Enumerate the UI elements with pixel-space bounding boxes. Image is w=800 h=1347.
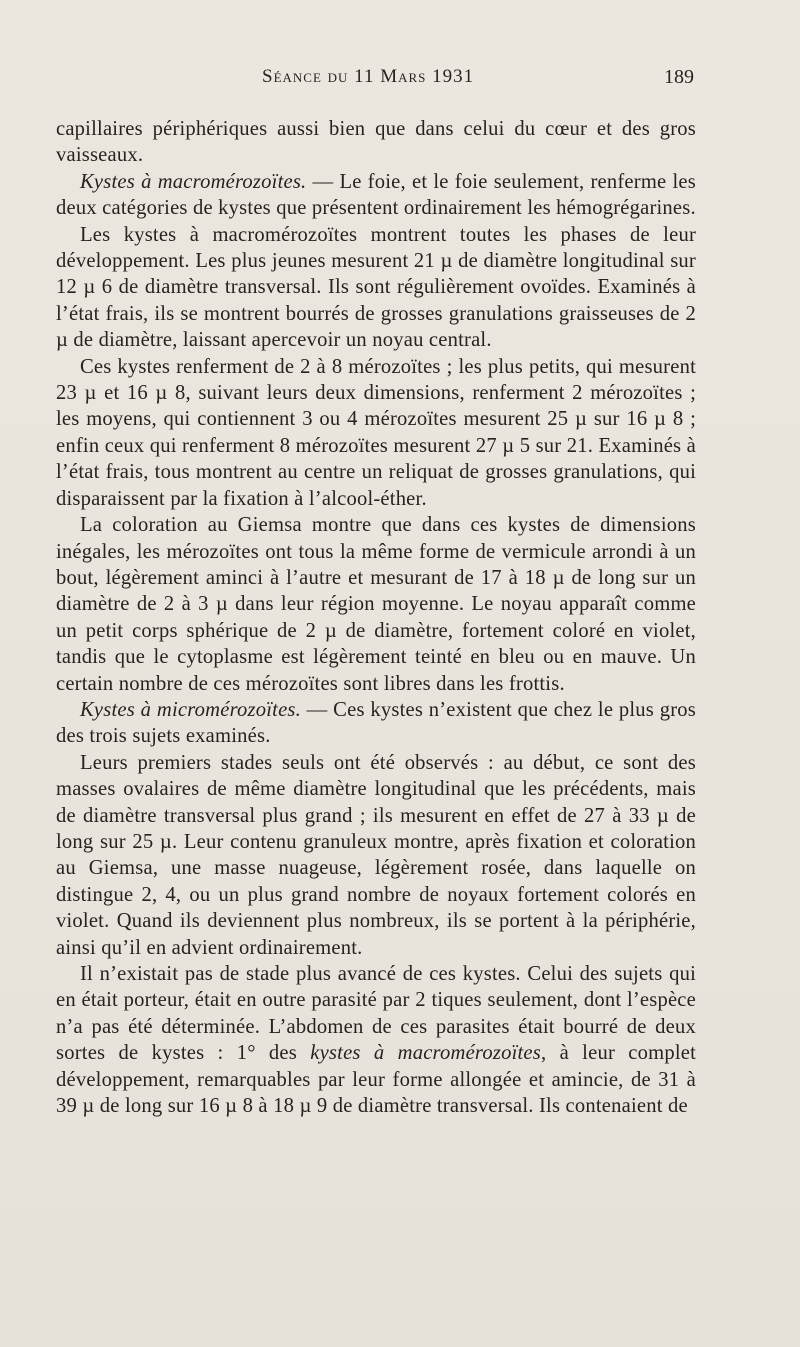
running-title: Séance du 11 Mars 1931	[262, 66, 475, 87]
paragraph-7: Leurs premiers stades seuls ont été observés : au début, ce sont des masses ovalaires de même diamètre longitudinal que les précédents, mais de diamètre transversal plus grand ; ils mesurent en effet de 27 à 33 µ de long sur 25 µ. Leur contenu granuleux montre, après fixation et coloration au Giemsa, une masse nuageuse, légèrement rosée, dans laquelle on distingue 2, 4, ou un plus grand nombre de noyaux fortement colorés en violet. Quand ils deviennent plus nombreux, ils se portent à la périphérie, ainsi qu’il en advient ordinairement.	[56, 751, 696, 959]
running-head	[0, 66, 800, 96]
paragraph-6	[56, 697, 696, 750]
paragraph-3: Les kystes à macromérozoïtes montrent toutes les phases de leur développement. Les plus jeunes mesurent 21 µ de diamètre longitudinal sur 12 µ 6 de diamètre transversal. Ils sont régulièrement ovoïdes. Examinés à l’état frais, ils se montrent bourrés de grosses granulations graisseuses de 2 µ de diamètre, laissant apercevoir un noyau central.	[56, 223, 696, 352]
section-heading-macromerozoites: Kystes à macromérozoïtes.	[80, 170, 307, 193]
body-text	[56, 116, 696, 1119]
paragraph-8-text-b: , à leur complet développement, remarquables par leur forme allongée et amincie, de 31 à 39 µ de long sur 16 µ 8 à 18 µ 9 de diamètre transversal. Ils contenaient de	[56, 1042, 696, 1118]
paragraph-2-text: — Le foie, et le foie seulement, renferme les deux catégories de kystes que présentent ordinairement les hémogrégarines.	[56, 170, 696, 220]
paragraph-1: capillaires périphériques aussi bien que dans celui du cœur et des gros vaisseaux.	[56, 118, 696, 167]
paragraph-8-italic: kystes à macromérozoïtes	[310, 1042, 541, 1065]
paragraph-2	[56, 169, 696, 222]
page-number: 189	[664, 66, 694, 88]
paragraph-8-text-a: Il n’existait pas de stade plus avancé de ces kystes. Celui des sujets qui en était porteur, était en outre parasité par 2 tiques seulement, dont l’espèce n’a pas été déterminée. L’abdomen de ces parasites était bourré de deux sortes de kystes : 1° des	[56, 963, 696, 1065]
paragraph-6-text: — Ces kystes n’existent que chez le plus gros des trois sujets examinés.	[56, 698, 696, 748]
paragraph-4: Ces kystes renferment de 2 à 8 mérozoïtes ; les plus petits, qui mesurent 23 µ et 16 µ 8, suivant leurs deux dimensions, renferment 2 mérozoïtes ; les moyens, qui contiennent 3 ou 4 mérozoïtes mesurent 25 µ sur 16 µ 8 ; enfin ceux qui renferment 8 mérozoïtes mesurent 27 µ 5 sur 21. Examinés à l’état frais, tous montrent au centre un reliquat de grosses granulations, qui disparaissent par la fixation à l’alcool-éther.	[56, 355, 696, 510]
paragraph-5: La coloration au Giemsa montre que dans ces kystes de dimensions inégales, les mérozoïtes ont tous la même forme de vermicule arrondi à un bout, légèrement aminci à l’autre et mesurant de 17 à 18 µ de long sur un diamètre de 2 à 3 µ dans leur région moyenne. Le noyau apparaît comme un petit corps sphérique de 2 µ de diamètre, fortement coloré en violet, tandis que le cytoplasme est légèrement teinté en bleu ou en mauve. Un certain nombre de ces mérozoïtes sont libres dans les frottis.	[56, 514, 696, 695]
paragraph-8	[56, 961, 696, 1119]
section-heading-micromerozoites: Kystes à micromérozoïtes.	[80, 698, 301, 721]
